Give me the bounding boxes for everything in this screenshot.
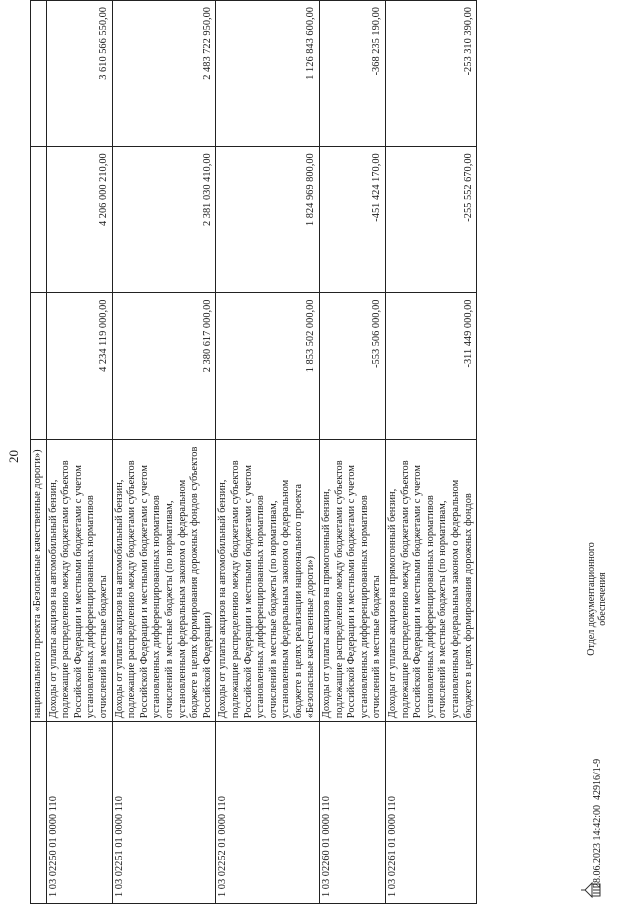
row-code: 1 03 02251 01 0000 110	[112, 722, 216, 904]
table-row	[31, 1, 47, 904]
footer-date: 28.06.2023 14:42:00	[592, 804, 603, 888]
row-code: 1 03 02252 01 0000 110	[216, 722, 320, 904]
row-description: Доходы от уплаты акцизов на автомобильный бензин, подлежащие распределению между бюджетами субъектов Российской Федерации и местными бюджетами с учетом установленных дифференцированных нормативов отчислений в местные бюджеты	[46, 439, 112, 721]
row-description: Доходы от уплаты акцизов на прямогонный бензин, подлежащие распределению между бюджетами субъектов Российской Федерации и местными бюджетами с учетом установленных дифференцированных нормативов отчислений в местные бюджеты	[320, 439, 386, 721]
row-value-1: 4 234 119 000,00	[46, 293, 112, 439]
table-row	[386, 1, 477, 904]
row-code: 1 03 02260 01 0000 110	[320, 722, 386, 904]
table-row	[112, 1, 216, 904]
row-value-3: 2 483 722 950,00	[112, 1, 216, 147]
row-description: Доходы от уплаты акцизов на прямогонный бензин, подлежащие распределению между бюджетами субъектов Российской Федерации и местными бюджетами с учетом установленных дифференцированных нормативов отчислений в местные бюджеты (по нормативам, установленным федеральным законом о федеральном бюджете в целях формирования дорожных фондов	[386, 439, 477, 721]
row-value-3: -368 235 190,00	[320, 1, 386, 147]
row-value-3	[31, 1, 47, 147]
row-description: национального проекта «Безопасные качественные дороги»)	[31, 439, 47, 721]
row-code	[31, 722, 47, 904]
footer-department: Отдел документационного обеспечения	[586, 542, 608, 656]
table-row	[216, 1, 320, 904]
row-value-1: -311 449 000,00	[386, 293, 477, 439]
row-value-2	[31, 147, 47, 293]
row-value-1: 2 380 617 000,00	[112, 293, 216, 439]
row-code: 1 03 02250 01 0000 110	[46, 722, 112, 904]
footer-doc-code: 42916/1-9	[592, 758, 603, 800]
row-value-2: 1 824 969 800,00	[216, 147, 320, 293]
page-number: 20	[6, 450, 21, 463]
row-value-1: -553 506 000,00	[320, 293, 386, 439]
table-row	[320, 1, 386, 904]
row-value-1: 1 853 502 000,00	[216, 293, 320, 439]
row-value-2: 4 206 000 210,00	[46, 147, 112, 293]
table-row	[46, 1, 112, 904]
row-code: 1 03 02261 01 0000 110	[386, 722, 477, 904]
row-value-2: -255 552 670,00	[386, 147, 477, 293]
row-description: Доходы от уплаты акцизов на автомобильный бензин, подлежащие распределению между бюджетами субъектов Российской Федерации и местными бюджетами с учетом установленных дифференцированных нормативов отчислений в местные бюджеты (по нормативам, установленным федеральным законом о федеральном бюджете в целях реализации национального проекта «Безопасные качественные дороги»)	[216, 439, 320, 721]
row-description: Доходы от уплаты акцизов на автомобильный бензин, подлежащие распределению между бюджетами субъектов Российской Федерации и местными бюджетами с учетом установленных дифференцированных нормативов отчислений в местные бюджеты (по нормативам, установленным федеральным законом о федеральном бюджете в целях формирования дорожных фондов субъектов Российской Федерации)	[112, 439, 216, 721]
row-value-3: 3 610 566 550,00	[46, 1, 112, 147]
row-value-3: 1 126 843 600,00	[216, 1, 320, 147]
row-value-2: 2 381 030 410,00	[112, 147, 216, 293]
budget-table	[30, 0, 477, 904]
row-value-3: -253 310 390,00	[386, 1, 477, 147]
row-value-1	[31, 293, 47, 439]
row-value-2: -451 424 170,00	[320, 147, 386, 293]
